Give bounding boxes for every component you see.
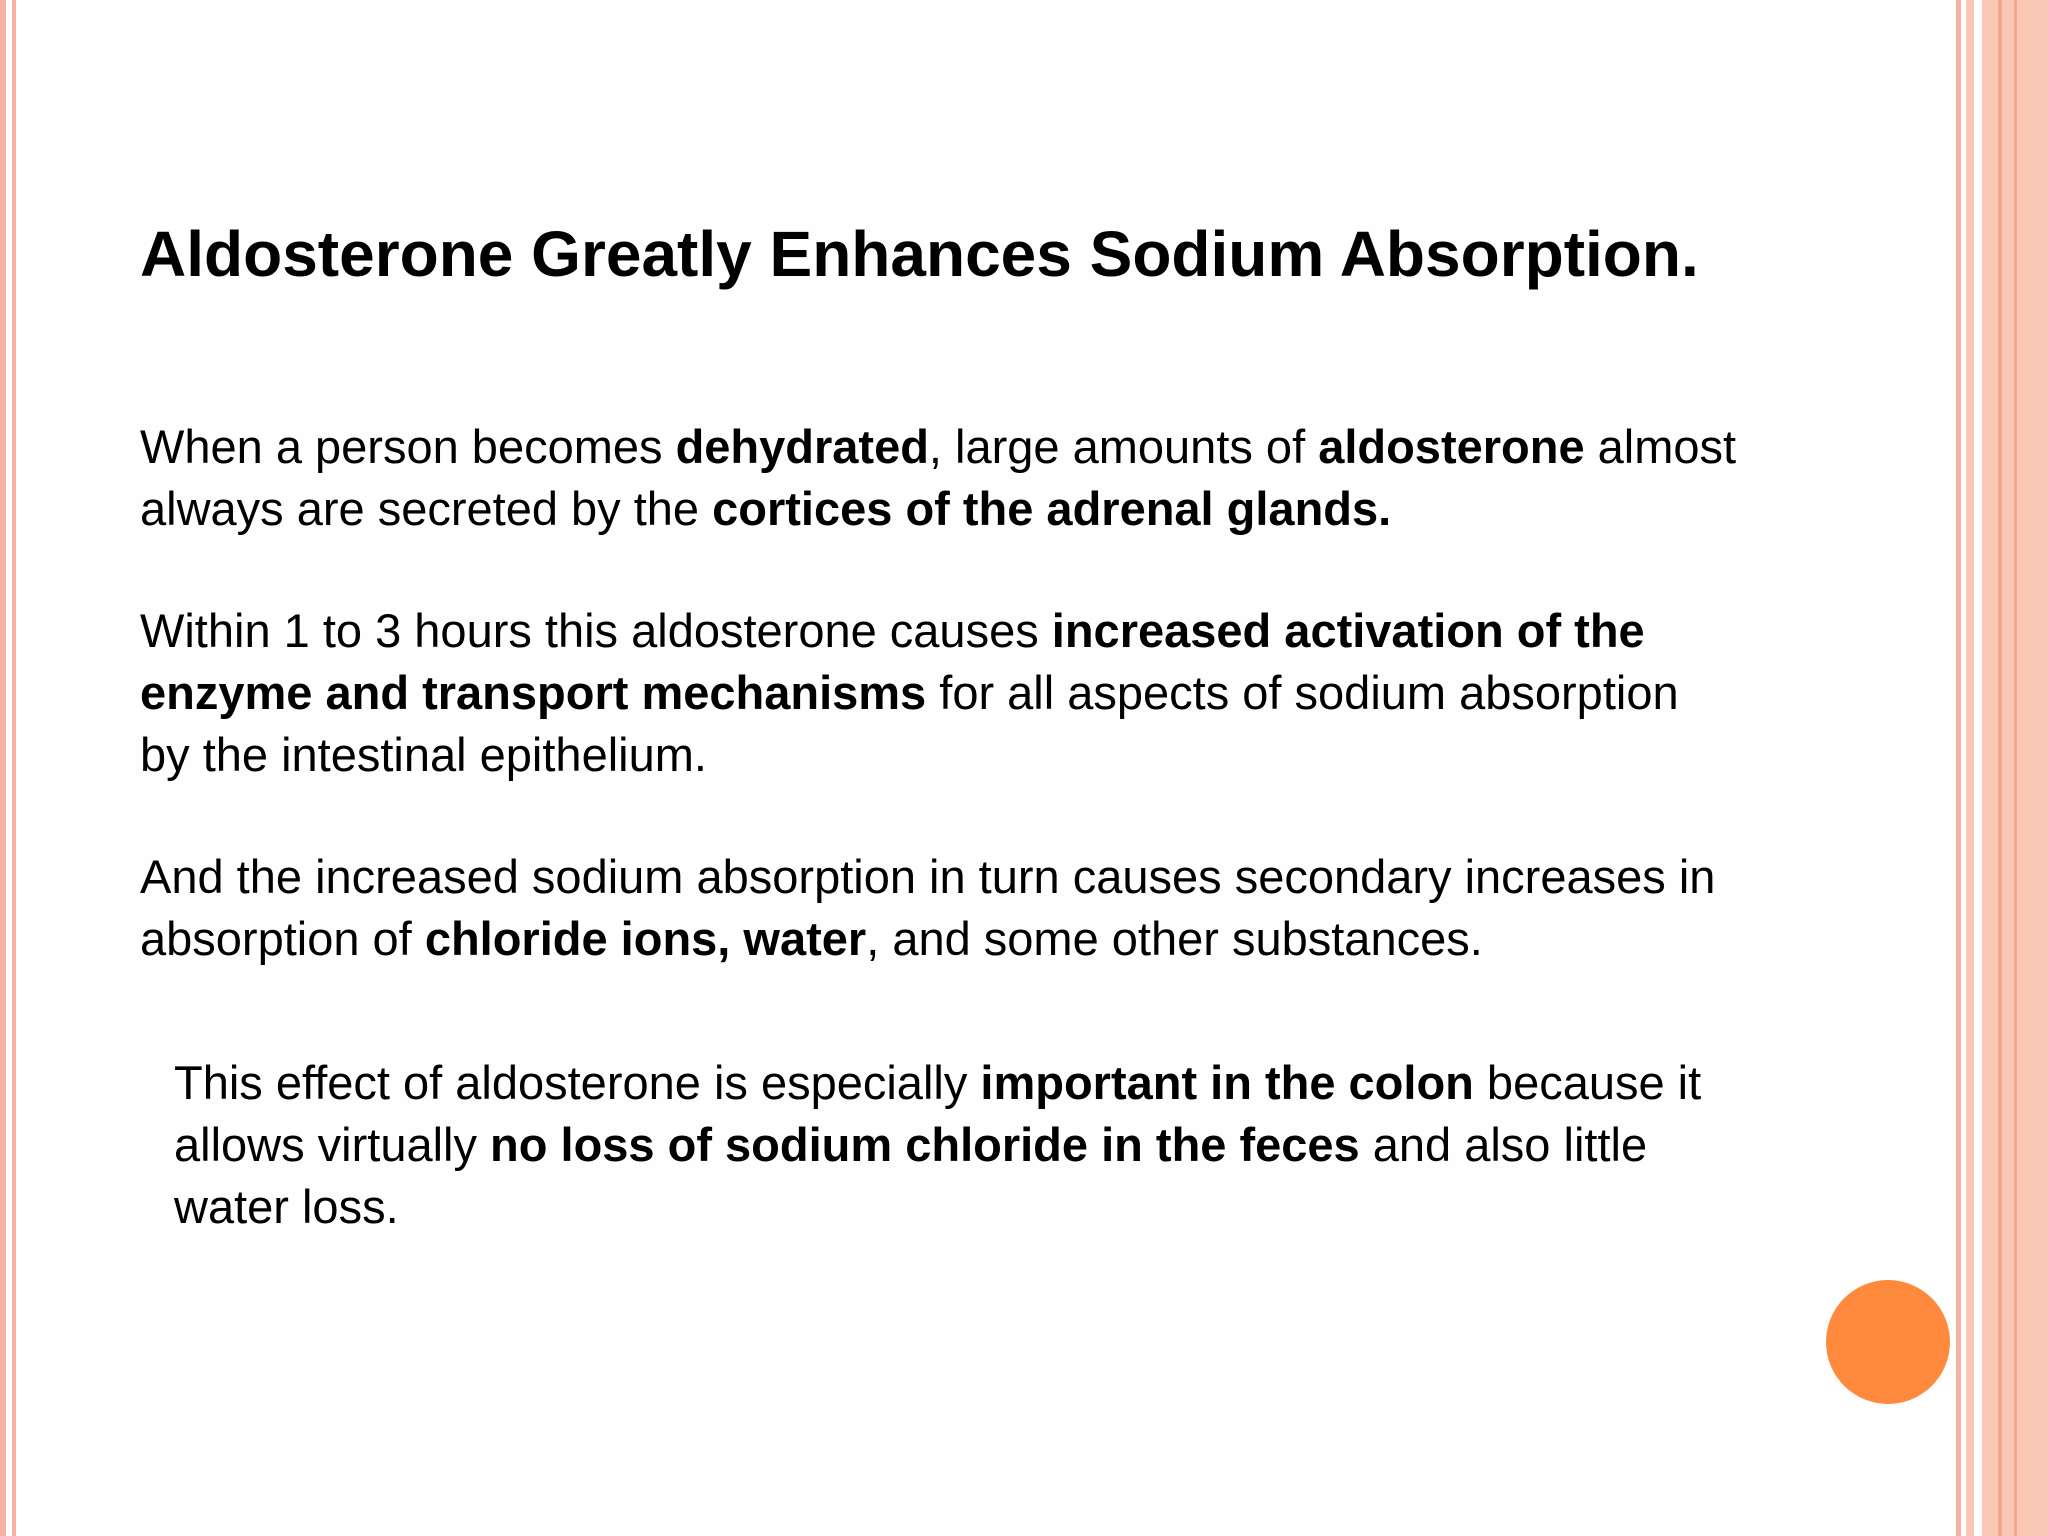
right-border-stripe [1966,0,1974,1536]
left-border-stripe [0,0,6,1536]
text-run: always are secreted by the [140,482,713,535]
text-run: for all aspects of sodium absorption [926,666,1679,719]
text-run: almost [1584,420,1737,473]
paragraph-colon [174,1052,1934,1238]
text-run: This effect of aldosterone is especially [174,1056,981,1109]
text-run: allows virtually [174,1118,491,1171]
paragraph-line [174,1180,399,1233]
bold-text-run: chloride ions, water [424,912,867,965]
text-run: water loss. [174,1180,399,1233]
text-run: by the intestinal epithelium. [140,728,707,781]
paragraph-line [140,604,1645,657]
text-run: and also little [1359,1118,1648,1171]
paragraph-line [140,482,1391,535]
bold-text-run: enzyme and transport mechanisms [140,666,927,719]
paragraph-activation [140,600,1940,786]
text-run: because it [1473,1056,1702,1109]
right-border-line [1998,0,2002,1536]
paragraph-line [140,728,707,781]
text-run: , large amounts of [928,420,1319,473]
right-border-line-outer [2014,0,2017,1536]
paragraph-line [140,666,1679,719]
bold-text-run: important in the colon [980,1056,1474,1109]
paragraph-line [140,420,1736,473]
paragraph-line [140,850,1715,903]
bold-text-run: aldosterone [1318,420,1585,473]
paragraph-dehydration [140,416,1940,540]
paragraph-line [174,1118,1647,1171]
text-run: , and some other substances. [866,912,1483,965]
left-border-stripe-thin [12,0,16,1536]
text-run: Within 1 to 3 hours this aldosterone causes [140,604,1052,657]
right-border-stripe-thin [1956,0,1961,1536]
slide-title: Aldosterone Greatly Enhances Sodium Absorption. [140,218,1699,290]
paragraph-line [174,1056,1701,1109]
bold-text-run: dehydrated [675,420,929,473]
text-run: When a person becomes [140,420,676,473]
bold-text-run: no loss of sodium chloride in the feces [490,1118,1360,1171]
paragraph-line [140,912,1483,965]
orange-circle-decoration [1826,1280,1950,1404]
paragraph-secondary-absorption [140,846,1940,970]
text-run: absorption of [140,912,425,965]
bold-text-run: cortices of the adrenal glands. [712,482,1392,535]
text-run: And the increased sodium absorption in turn causes secondary increases in [140,850,1716,903]
bold-text-run: increased activation of the [1051,604,1645,657]
